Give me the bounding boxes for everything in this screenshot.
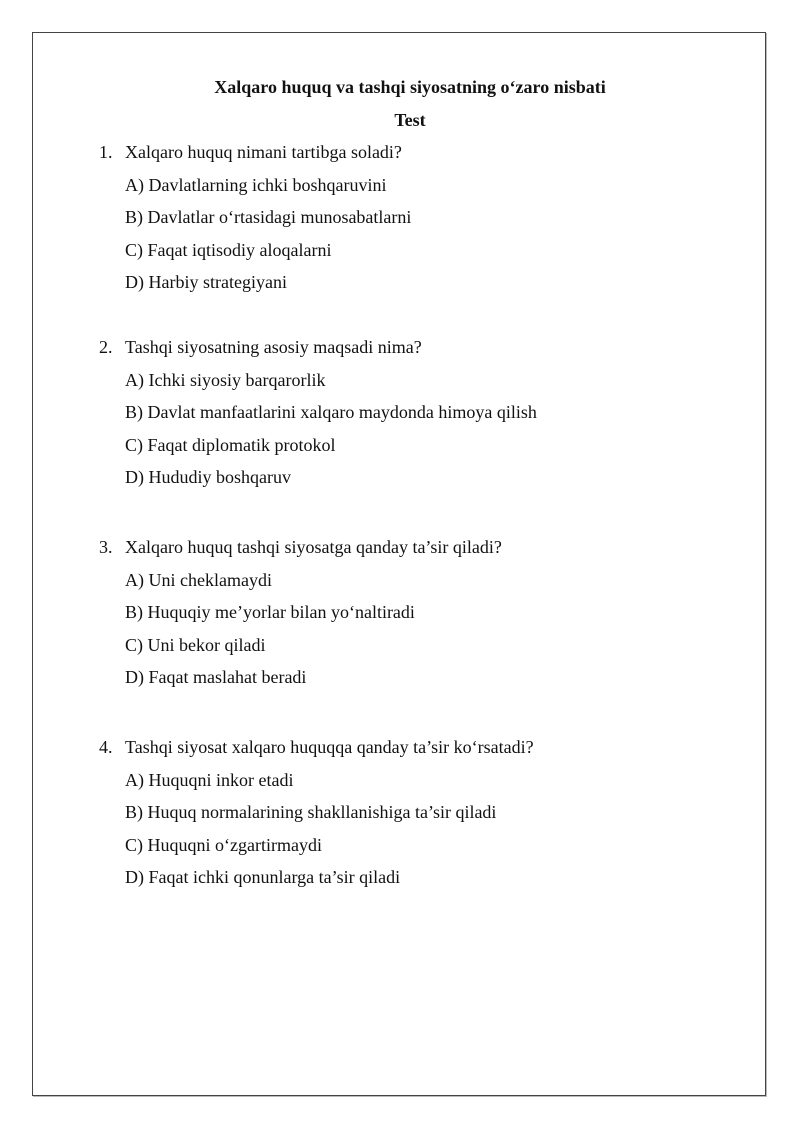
option-a: A) Davlatlarning ichki boshqaruvini [125, 174, 387, 195]
option-c: C) Faqat diplomatik protokol [125, 434, 336, 455]
option-a: A) Uni cheklamaydi [125, 569, 272, 590]
question-number: 4. [99, 737, 113, 757]
question-text: Tashqi siyosatning asosiy maqsadi nima? [125, 337, 422, 357]
option-a: A) Ichki siyosiy barqarorlik [125, 369, 326, 390]
question-text: Xalqaro huquq tashqi siyosatga qanday ta’sir qiladi? [125, 537, 502, 557]
document-subtitle: Test [394, 110, 426, 130]
question-line [99, 535, 739, 568]
question-text: Xalqaro huquq nimani tartibga soladi? [125, 142, 402, 162]
question-number: 1. [99, 142, 113, 162]
option-b: B) Huquq normalarining shakllanishiga ta’sir qiladi [125, 802, 497, 822]
option-c: C) Uni bekor qiladi [125, 634, 266, 655]
option-d: D) Hududiy boshqaruv [125, 467, 291, 487]
option-b: B) Davlat manfaatlarini xalqaro maydonda himoya qilish [125, 402, 537, 422]
question-line [99, 140, 739, 173]
question-text: Tashqi siyosat xalqaro huquqqa qanday ta’sir ko‘rsatadi? [125, 737, 534, 757]
question-2 [99, 335, 739, 498]
question-1 [99, 140, 739, 303]
option-c: C) Faqat iqtisodiy aloqalarni [125, 239, 332, 260]
option-b: B) Huquqiy me’yorlar bilan yo‘naltiradi [125, 602, 415, 622]
question-4 [99, 735, 739, 898]
question-number: 2. [99, 337, 113, 357]
option-a: A) Huquqni inkor etadi [125, 769, 294, 790]
question-number: 3. [99, 537, 113, 557]
option-d: D) Harbiy strategiyani [125, 272, 287, 292]
option-c: C) Huquqni o‘zgartirmaydi [125, 834, 322, 855]
question-line [99, 735, 739, 768]
document-title: Xalqaro huquq va tashqi siyosatning o‘zaro nisbati [214, 77, 606, 97]
option-d: D) Faqat ichki qonunlarga ta’sir qiladi [125, 867, 401, 887]
question-line [99, 335, 739, 368]
option-d: D) Faqat maslahat beradi [125, 667, 307, 687]
question-3 [99, 535, 739, 698]
option-b: B) Davlatlar o‘rtasidagi munosabatlarni [125, 207, 412, 227]
